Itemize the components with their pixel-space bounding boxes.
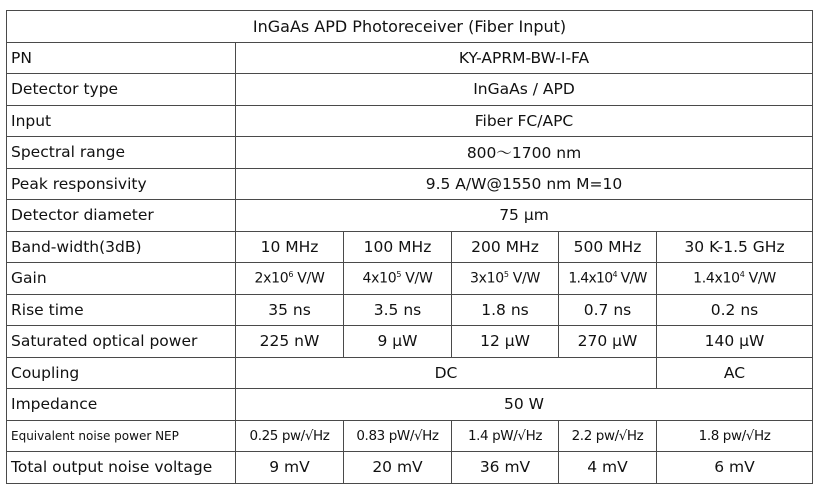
peak-responsivity-value: 9.5 A/W@1550 nm M=10 (236, 168, 813, 200)
row-label: Total output noise voltage (7, 452, 236, 484)
table-cell: 0.25 pw/√Hz (236, 420, 344, 452)
row-label: Coupling (7, 357, 236, 389)
table-row (7, 168, 813, 200)
table-cell: 1.8 pw/√Hz (657, 420, 813, 452)
table-cell: 9 mV (236, 452, 344, 484)
table-row (7, 74, 813, 106)
gain-unit: V/W (616, 270, 647, 287)
table-cell: 20 mV (344, 452, 452, 484)
detector-diameter-value: 75 μm (236, 200, 813, 232)
table-cell: 30 K-1.5 GHz (657, 231, 813, 263)
table-cell: 500 MHz (559, 231, 657, 263)
coupling-ac-cell: AC (657, 357, 813, 389)
row-label: Peak responsivity (7, 168, 236, 200)
table-row (7, 294, 813, 326)
spectral-range-value: 800〜1700 nm (236, 137, 813, 169)
gain-cell (559, 263, 657, 295)
row-label: Band-width(3dB) (7, 231, 236, 263)
row-label: Input (7, 105, 236, 137)
table-cell: 36 mV (452, 452, 559, 484)
table-row (7, 389, 813, 421)
impedance-value: 50 W (236, 389, 813, 421)
gain-mantissa: 1.4x10 (693, 270, 740, 287)
table-row (7, 263, 813, 295)
row-label: Rise time (7, 294, 236, 326)
gain-exponent: 5 (396, 269, 402, 279)
table-cell: 12 μW (452, 326, 559, 358)
table-cell: 6 mV (657, 452, 813, 484)
row-label: Detector type (7, 74, 236, 106)
table-row (7, 137, 813, 169)
gain-mantissa: 2x10 (254, 270, 289, 287)
table-row (7, 200, 813, 232)
row-label: Equivalent noise power NEP (7, 420, 236, 452)
table-cell: 0.7 ns (559, 294, 657, 326)
table-cell: 0.2 ns (657, 294, 813, 326)
gain-exponent: 5 (503, 269, 509, 279)
gain-cell (344, 263, 452, 295)
table-row (7, 326, 813, 358)
gain-cell (452, 263, 559, 295)
spec-table (6, 10, 813, 484)
detector-type-value: InGaAs / APD (236, 74, 813, 106)
gain-mantissa: 3x10 (470, 270, 504, 287)
gain-unit: V/W (744, 270, 776, 287)
table-cell: 10 MHz (236, 231, 344, 263)
table-cell: 1.8 ns (452, 294, 559, 326)
table-cell: 4 mV (559, 452, 657, 484)
table-row (7, 42, 813, 74)
gain-exponent: 4 (612, 269, 617, 279)
input-value: Fiber FC/APC (236, 105, 813, 137)
table-cell: 35 ns (236, 294, 344, 326)
gain-unit: V/W (401, 270, 433, 287)
table-cell: 3.5 ns (344, 294, 452, 326)
row-label: PN (7, 42, 236, 74)
gain-unit: V/W (293, 270, 325, 287)
row-label: Detector diameter (7, 200, 236, 232)
gain-mantissa: 1.4x10 (568, 270, 613, 287)
table-cell: 0.83 pW/√Hz (344, 420, 452, 452)
table-row (7, 420, 813, 452)
gain-cell (657, 263, 813, 295)
row-label: Gain (7, 263, 236, 295)
table-cell: 9 μW (344, 326, 452, 358)
gain-exponent: 4 (739, 269, 745, 279)
table-cell: 200 MHz (452, 231, 559, 263)
table-cell: 1.4 pW/√Hz (452, 420, 559, 452)
gain-exponent: 6 (288, 269, 294, 279)
table-row (7, 105, 813, 137)
table-title: InGaAs APD Photoreceiver (Fiber Input) (7, 11, 813, 43)
pn-value: KY-APRM-BW-I-FA (236, 42, 813, 74)
row-label: Spectral range (7, 137, 236, 169)
table-cell: 140 μW (657, 326, 813, 358)
gain-cell (236, 263, 344, 295)
table-row (7, 452, 813, 484)
row-label: Saturated optical power (7, 326, 236, 358)
table-row (7, 231, 813, 263)
table-row (7, 357, 813, 389)
gain-unit: V/W (508, 270, 540, 287)
title-row (7, 11, 813, 43)
table-cell: 2.2 pw/√Hz (559, 420, 657, 452)
table-cell: 100 MHz (344, 231, 452, 263)
gain-mantissa: 4x10 (362, 270, 397, 287)
table-cell: 270 μW (559, 326, 657, 358)
table-cell: 225 nW (236, 326, 344, 358)
coupling-dc-cell: DC (236, 357, 657, 389)
row-label: Impedance (7, 389, 236, 421)
